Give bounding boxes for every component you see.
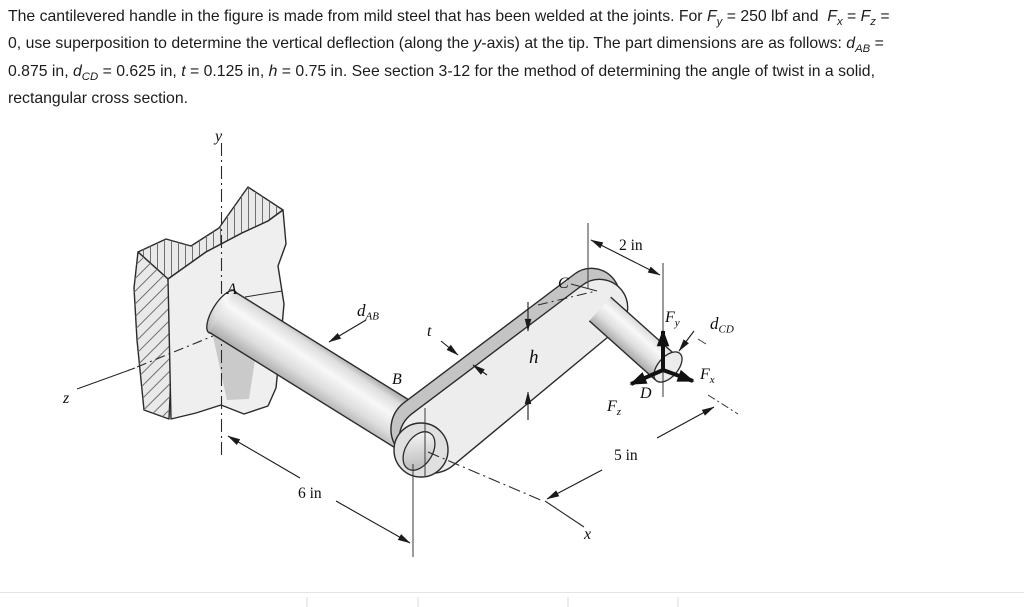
column-divider-tick [306, 597, 308, 607]
text-run: 0.875 in, [8, 62, 73, 80]
math-var: $d_{CD}$ [73, 62, 99, 83]
column-divider-tick [677, 597, 679, 607]
d-ab-label: $d_{AB}$ [357, 301, 379, 323]
ext-line-d-diagonal [708, 395, 738, 414]
force-fz-label: $F_z$ [607, 398, 622, 418]
point-b-label: B [392, 371, 402, 388]
dim-5in-right [657, 407, 714, 438]
hub-b [394, 423, 448, 477]
leader-t-upper [441, 341, 458, 355]
leader-d-ab [329, 320, 366, 342]
dim-2in-label: 2 in [619, 237, 643, 254]
column-divider-tick [567, 597, 569, 607]
math-var: t [181, 62, 186, 80]
text-run: = 0.75 in. See section 3-12 for the method of determining the angle of twist in a solid, [277, 62, 875, 80]
math-var: $F_x$ [827, 8, 843, 29]
dim-6in-right [336, 501, 410, 543]
text-run: -axis) at the tip. The part dimensions are as follows: [481, 35, 847, 53]
math-subscript: AB [855, 43, 871, 56]
wall [134, 187, 286, 419]
t-label: t [427, 323, 432, 340]
math-var: $F_y$ [706, 8, 723, 29]
x-axis-solid [545, 501, 584, 527]
column-divider-tick [417, 597, 419, 607]
math-var: $F_z$ [860, 8, 876, 29]
point-c-label: C [558, 275, 569, 292]
y-axis-label: y [215, 128, 223, 145]
d-cd-label: $d_{CD}$ [710, 314, 734, 336]
point-d-label: D [640, 385, 652, 402]
math-var: $d_{AB}$ [846, 35, 871, 56]
text-run: = [842, 8, 861, 25]
math-subscript: z [870, 16, 876, 29]
leader-d-cd [679, 331, 694, 351]
point-a-label: A [227, 281, 237, 298]
bottom-divider [0, 592, 1024, 593]
dim-5in-left [547, 470, 602, 499]
text-run: = 0.125 in, [185, 62, 269, 80]
text-run: rectangular cross section. [8, 90, 188, 108]
text-run: = 0.625 in, [98, 62, 182, 80]
dim-5in-label: 5 in [614, 447, 638, 464]
text-run: = [870, 35, 884, 53]
dim-6in-left [228, 436, 300, 478]
h-label: h [529, 347, 539, 368]
text-run: 0, use superposition to determine the vertical deflection (along the [8, 35, 474, 53]
text-run: = [875, 8, 890, 25]
math-var: y [473, 35, 482, 53]
force-fx-label: $F_x$ [700, 366, 715, 386]
math-subscript: y [716, 16, 723, 29]
math-subscript: x [836, 16, 843, 29]
tick-near-dcd [698, 339, 706, 344]
force-fy-label: $F_y$ [665, 309, 680, 329]
z-axis-solid [77, 368, 135, 389]
math-subscript: CD [81, 70, 99, 83]
dim-6in-label: 6 in [298, 485, 322, 502]
x-axis-label: x [584, 526, 592, 543]
z-axis-label: z [63, 390, 70, 407]
text-run: The cantilevered handle in the figure is made from mild steel that has been welded at the joints. For [8, 8, 707, 25]
text-run: = 250 lbf and [722, 8, 828, 25]
math-var: h [268, 62, 278, 80]
